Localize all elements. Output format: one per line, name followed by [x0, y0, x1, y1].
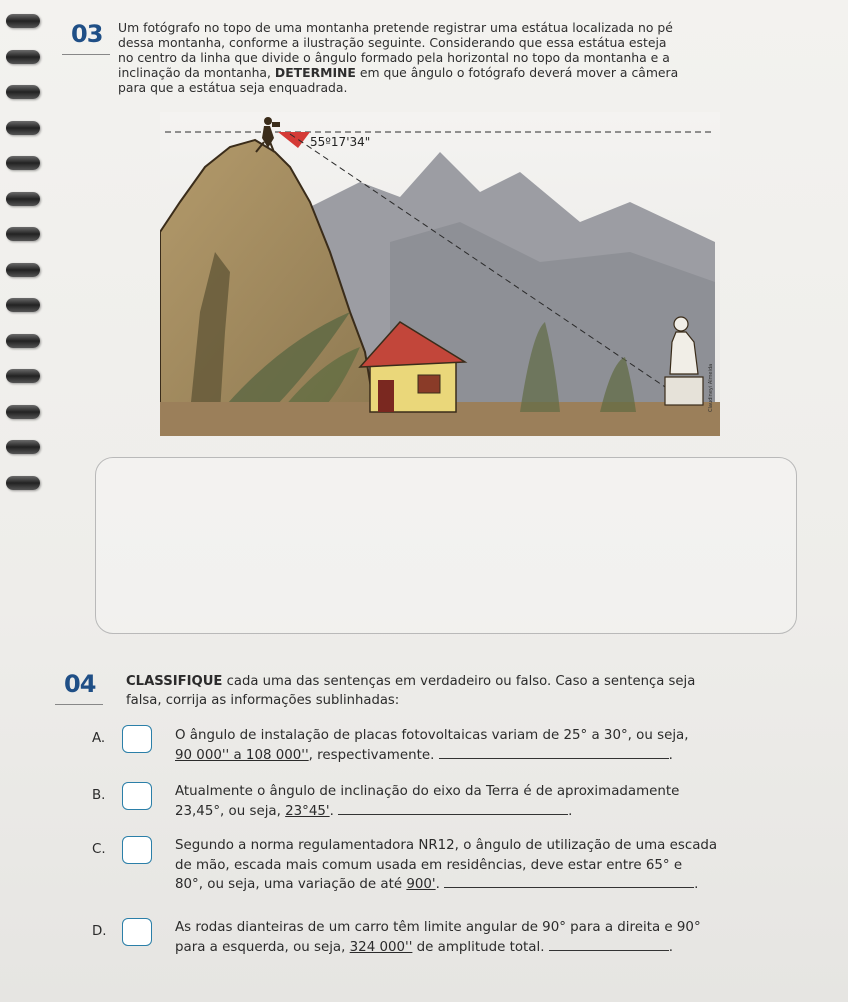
option-c-underlined: 900' [406, 877, 436, 892]
option-b-checkbox[interactable] [122, 782, 152, 810]
mountain-statue-illustration [160, 112, 720, 436]
option-b-text [175, 782, 679, 821]
spiral-ring [6, 263, 40, 277]
spiral-ring [6, 192, 40, 206]
spiral-ring [6, 50, 40, 64]
q3-determine-keyword: DETERMINE [274, 65, 356, 80]
option-a-line-1: O ângulo de instalação de placas fotovoltaicas variam de 25° a 30°, ou seja, [175, 728, 689, 743]
option-c-line-1: Segundo a norma regulamentadora NR12, o ângulo de utilização de uma escada [175, 838, 718, 853]
option-d-blank[interactable] [549, 938, 669, 951]
option-d-line-1: As rodas dianteiras de um carro têm limite angular de 90° para a direita e 90° [175, 920, 701, 935]
option-a-underlined: 90 000'' a 108 000'' [175, 747, 309, 763]
question-3-rule [62, 54, 110, 55]
option-a-blank[interactable] [439, 746, 669, 759]
question-4-intro [126, 672, 806, 710]
option-c-line-3: 80°, ou seja, uma variação de até 900'. . [175, 877, 699, 892]
q3-line4-end: em que ângulo o fotógrafo deverá mover a câmera [355, 65, 679, 80]
option-b-line-2: 23,45°, ou seja, 23°45'. . [175, 803, 573, 819]
spiral-ring [6, 476, 40, 490]
option-a-text [175, 726, 689, 765]
question-3-line-4 [118, 65, 678, 80]
option-d-line-2: para a esquerda, ou seja, 324 000'' de amplitude total. . [175, 939, 673, 955]
option-a-rest: , respectivamente. [308, 747, 435, 763]
q4-classifique-keyword: CLASSIFIQUE [126, 674, 223, 689]
option-c-pre: 80°, ou seja, uma variação de até [175, 877, 407, 892]
spiral-ring [6, 156, 40, 170]
option-c-checkbox[interactable] [122, 836, 152, 864]
q4-intro-line-2: falsa, corrija as informações sublinhadas: [126, 693, 400, 708]
option-d-checkbox[interactable] [122, 918, 152, 946]
option-b-rest: . [329, 803, 334, 819]
spiral-ring [6, 440, 40, 454]
option-b-pre: 23,45°, ou seja, [175, 803, 286, 819]
q4-intro-line-1 [126, 672, 806, 691]
question-3-line-5: para que a estátua seja enquadrada. [118, 80, 348, 95]
option-c-blank[interactable] [444, 875, 694, 888]
question-3-line-2: dessa montanha, conforme a ilustração seguinte. Considerando que essa estátua esteja [118, 35, 667, 50]
option-d-rest: de amplitude total. [412, 939, 545, 955]
option-d-letter: D. [92, 924, 107, 939]
option-d-text [175, 918, 701, 957]
spiral-ring [6, 369, 40, 383]
question-3-line-1: Um fotógrafo no topo de uma montanha pretende registrar uma estátua localizada no pé [118, 20, 673, 35]
option-a-line-2: 90 000'' a 108 000'', respectivamente. . [175, 747, 673, 763]
option-c-text [175, 836, 717, 895]
option-c-rest: . [435, 877, 440, 892]
question-3-line-3: no centro da linha que divide o ângulo formado pela horizontal no topo da montanha e a [118, 50, 670, 65]
option-d-underlined: 324 000'' [349, 939, 413, 955]
option-b-line-1: Atualmente o ângulo de inclinação do eixo da Terra é de aproximadamente [175, 784, 680, 799]
image-credit: Claudineyi Almeida [708, 363, 714, 412]
spiral-ring [6, 227, 40, 241]
option-c-letter: C. [92, 842, 106, 857]
spiral-ring [6, 334, 40, 348]
option-d-pre: para a esquerda, ou seja, [175, 939, 350, 955]
angle-label: 55º17'34" [310, 135, 371, 149]
spiral-binding [0, 0, 50, 1002]
option-a-checkbox[interactable] [122, 725, 152, 753]
option-a-letter: A. [92, 731, 106, 746]
q4-intro-rest: cada uma das sentenças em verdadeiro ou falso. Caso a sentença seja [222, 674, 696, 689]
question-4-number: 04 [64, 670, 96, 698]
spiral-ring [6, 298, 40, 312]
answer-box[interactable] [95, 457, 797, 634]
spiral-ring [6, 14, 40, 28]
option-b-letter: B. [92, 788, 106, 803]
question-4-rule [55, 704, 103, 705]
option-b-blank[interactable] [338, 802, 568, 815]
spiral-ring [6, 85, 40, 99]
illustration-svg [160, 112, 720, 436]
option-b-underlined: 23°45' [285, 803, 330, 819]
spiral-ring [6, 121, 40, 135]
spiral-ring [6, 405, 40, 419]
question-3-number: 03 [71, 20, 103, 48]
q3-line4-start: inclinação da montanha, [118, 65, 275, 80]
option-c-line-2: de mão, escada mais comum usada em residências, deve estar entre 65° e [175, 857, 683, 873]
